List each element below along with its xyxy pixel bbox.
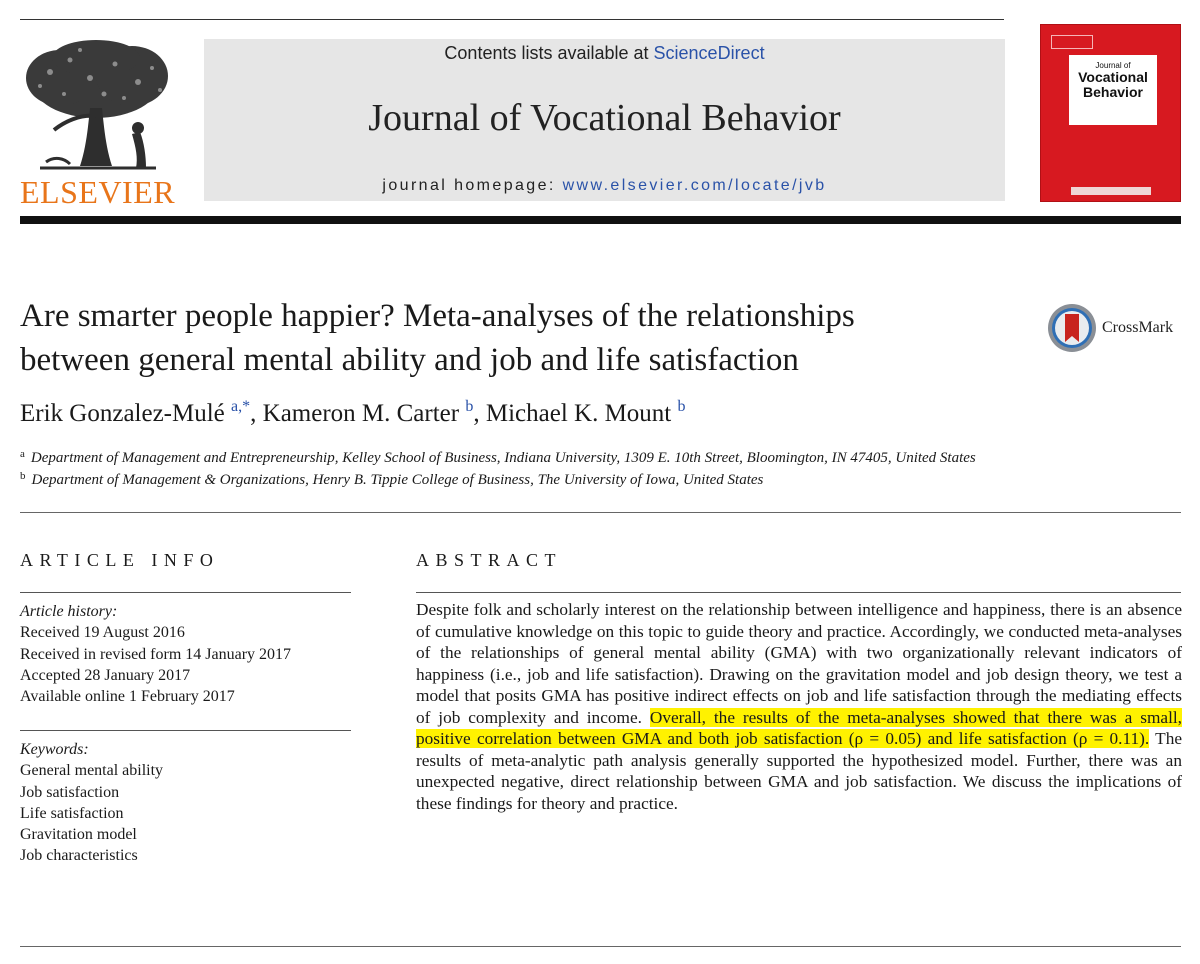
keyword-item: Gravitation model [20, 826, 137, 844]
author-name[interactable]: Erik Gonzalez-Mulé [20, 400, 225, 427]
homepage-line [204, 177, 1005, 195]
affiliation-mark: a [20, 448, 25, 460]
author-separator: , [250, 400, 263, 427]
publisher-name: ELSEVIER [20, 174, 176, 210]
abstract-text [416, 599, 1182, 814]
journal-cover-image[interactable] [1040, 24, 1181, 202]
author-separator: , [473, 400, 486, 427]
keyword-item: Job satisfaction [20, 783, 120, 801]
affiliation-text: Department of Management and Entrepreneurship, Kelley School of Business, Indiana University, 1309 E. 10th Street, Bloomington, IN 47405, United States [30, 450, 976, 466]
author-affiliation-mark[interactable]: b [677, 398, 686, 415]
article-info-rule [20, 592, 351, 593]
footer-rule [20, 946, 1181, 947]
keyword-item: Life satisfaction [20, 804, 124, 822]
author-affiliation-mark[interactable]: b [465, 398, 474, 415]
article-title [20, 294, 1020, 382]
contents-line [204, 43, 1005, 64]
author-name[interactable]: Kameron M. Carter [262, 400, 460, 427]
history-item: Received in revised form 14 January 2017 [20, 645, 292, 663]
crossmark-label: CrossMark [1102, 319, 1174, 336]
header-top-rule [20, 19, 1004, 20]
keywords-label: Keywords: [20, 741, 89, 758]
crossmark-button[interactable] [1046, 302, 1186, 354]
article-title-line1: Are smarter people happier? Meta-analyses of the relationships [20, 298, 855, 334]
cover-title-line1: Vocational [1078, 69, 1148, 85]
journal-name: Journal of Vocational Behavior [368, 97, 841, 139]
affiliation-b [20, 470, 763, 489]
cover-title-line2: Behavior [1083, 84, 1143, 100]
article-title-line2: between general mental ability and job and life satisfaction [20, 342, 799, 378]
keywords-list [20, 739, 163, 867]
elsevier-logo[interactable] [20, 38, 176, 210]
cover-title-small: Journal of [1095, 61, 1131, 70]
author-affiliation-mark[interactable]: a,* [231, 398, 251, 415]
sciencedirect-link[interactable]: ScienceDirect [653, 43, 765, 63]
homepage-prefix: journal homepage: [382, 177, 563, 194]
abstract-rule [416, 592, 1181, 593]
cover-publisher-mark [1071, 187, 1151, 195]
abstract-heading: ABSTRACT [416, 550, 563, 570]
elsevier-tree-icon [20, 38, 172, 174]
crossmark-icon [1046, 302, 1098, 354]
article-info-heading: ARTICLE INFO [20, 550, 220, 570]
abstract-text-end: The results of meta-analytic path analysis generally supported the hypothesized model. Further, there was an unexpected negative, direct relationship between GMA and job satisfaction. We discuss the implications of these findings for theory and practice. [416, 729, 1183, 813]
journal-banner [204, 39, 1005, 201]
article-history [20, 601, 291, 707]
keyword-item: Job characteristics [20, 847, 138, 865]
header-thick-rule [20, 216, 1181, 224]
affiliation-mark: b [20, 470, 26, 482]
article-history-label: Article history: [20, 603, 118, 620]
cover-decoration [1051, 35, 1093, 49]
history-item: Available online 1 February 2017 [20, 688, 235, 706]
history-item: Accepted 28 January 2017 [20, 666, 191, 684]
keyword-item: General mental ability [20, 762, 164, 780]
contents-prefix: Contents lists available at [444, 43, 654, 63]
author-list [20, 398, 686, 428]
affiliation-a [20, 448, 976, 467]
abstract-highlighted-text: Overall, the results of the meta-analyses showed that there was a small, positive correlation between GMA and both job satisfaction (ρ = 0.05) and life satisfaction (ρ = 0.11). [416, 707, 1182, 749]
author-name[interactable]: Michael K. Mount [485, 400, 672, 427]
abstract-text-start: Despite folk and scholarly interest on the relationship between intelligence and happiness, there is an absence of cumulative knowledge on this topic to guide theory and practice. Accordingly, we conducted meta-analyses of the relationships of general mental ability (GMA) with two organizationally relevant indicators of happiness (i.e., job and life satisfaction). Drawing on the gravitation model and job design theory, we test a model that posits GMA has positive indirect effects on job and life satisfaction through the mediating effects of job complexity and income. [416, 600, 1182, 727]
homepage-link[interactable]: www.elsevier.com/locate/jvb [562, 177, 827, 194]
history-item: Received 19 August 2016 [20, 624, 185, 642]
section-divider [20, 512, 1181, 513]
keywords-rule [20, 730, 351, 731]
affiliation-text: Department of Management & Organizations, Henry B. Tippie College of Business, The University of Iowa, United States [31, 472, 764, 488]
cover-title-box [1069, 55, 1157, 125]
